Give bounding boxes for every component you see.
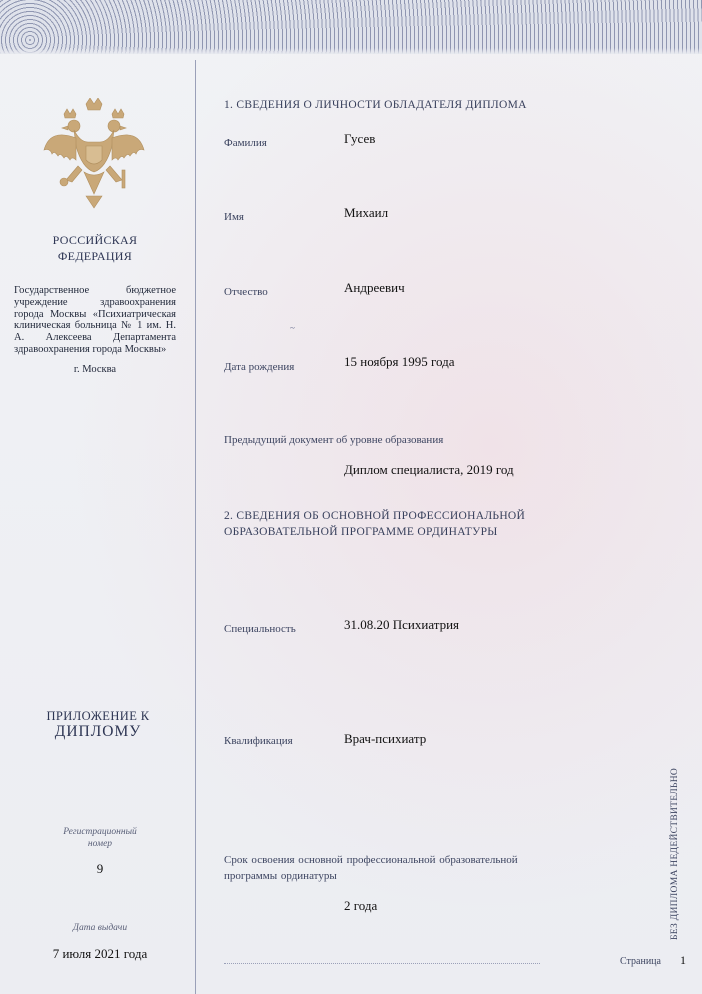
surname-value: Гусев — [344, 131, 376, 146]
surname-label: Фамилия — [224, 137, 267, 149]
page-number: 1 — [680, 953, 686, 967]
patronymic-label: Отчество — [224, 286, 268, 298]
registration-number: 9 — [96, 861, 104, 876]
previous-document-label: Предыдущий документ об уровне образования — [224, 434, 444, 446]
appendix-title — [18, 708, 178, 740]
section-1-title: 1. СВЕДЕНИЯ О ЛИЧНОСТИ ОБЛАДАТЕЛЯ ДИПЛОМА — [224, 99, 527, 111]
section-2-title-line-1: 2. СВЕДЕНИЯ ОБ ОСНОВНОЙ ПРОФЕССИОНАЛЬНОЙ — [224, 510, 526, 522]
reg-label-line-1: Регистрационный — [63, 827, 137, 837]
federation-title — [30, 232, 160, 264]
reg-label-line-2: номер — [87, 839, 113, 849]
patronymic-value: Андреевич — [344, 280, 405, 295]
organization-name: Государственное бюджетное учреждение здравоохранения города Москвы «Психиатрическая клиническая больница № 1 им. Н. А. Алексеева Департамента здравоохранения города Москвы» — [14, 285, 176, 355]
scan-mark: ~ — [290, 323, 295, 333]
specialty-value: 31.08.20 Психиатрия — [344, 617, 460, 632]
qualification-label: Квалификация — [224, 735, 293, 747]
birth-date-label: Дата рождения — [224, 361, 295, 373]
federation-line-2: ФЕДЕРАЦИЯ — [57, 249, 133, 263]
birth-date-value: 15 ноября 1995 года — [344, 354, 455, 369]
appendix-line-2: ДИПЛОМУ — [54, 723, 142, 740]
registration-number-label — [40, 826, 160, 850]
city-name: г. Москва — [73, 364, 117, 375]
name-label: Имя — [224, 211, 244, 223]
duration-label-line-1: Срок освоения основной профессиональной образовательной — [224, 854, 518, 866]
qualification-value: Врач-психиатр — [344, 731, 427, 746]
issue-date-label: Дата выдачи — [72, 923, 128, 933]
validity-note: БЕЗ ДИПЛОМА НЕДЕЙСТВИТЕЛЬНО — [670, 767, 680, 940]
specialty-label: Специальность — [224, 623, 296, 635]
previous-document-value: Диплом специалиста, 2019 год — [344, 462, 514, 477]
section-2-title — [224, 508, 525, 540]
column-divider — [195, 60, 196, 994]
federation-line-1: РОССИЙСКАЯ — [52, 233, 138, 247]
page-label: Страница — [620, 956, 661, 967]
coat-of-arms-icon — [40, 98, 148, 210]
appendix-line-1: ПРИЛОЖЕНИЕ К — [46, 709, 150, 723]
section-2-title-line-2: ОБРАЗОВАТЕЛЬНОЙ ПРОГРАММЕ ОРДИНАТУРЫ — [224, 526, 498, 538]
page-footer-line — [224, 963, 540, 965]
duration-label — [224, 852, 554, 884]
issue-date: 7 июля 2021 года — [52, 946, 148, 961]
duration-label-line-2: программы ординатуры — [224, 870, 337, 882]
duration-value: 2 года — [344, 898, 378, 913]
left-panel — [0, 0, 195, 994]
name-value: Михаил — [344, 205, 389, 220]
